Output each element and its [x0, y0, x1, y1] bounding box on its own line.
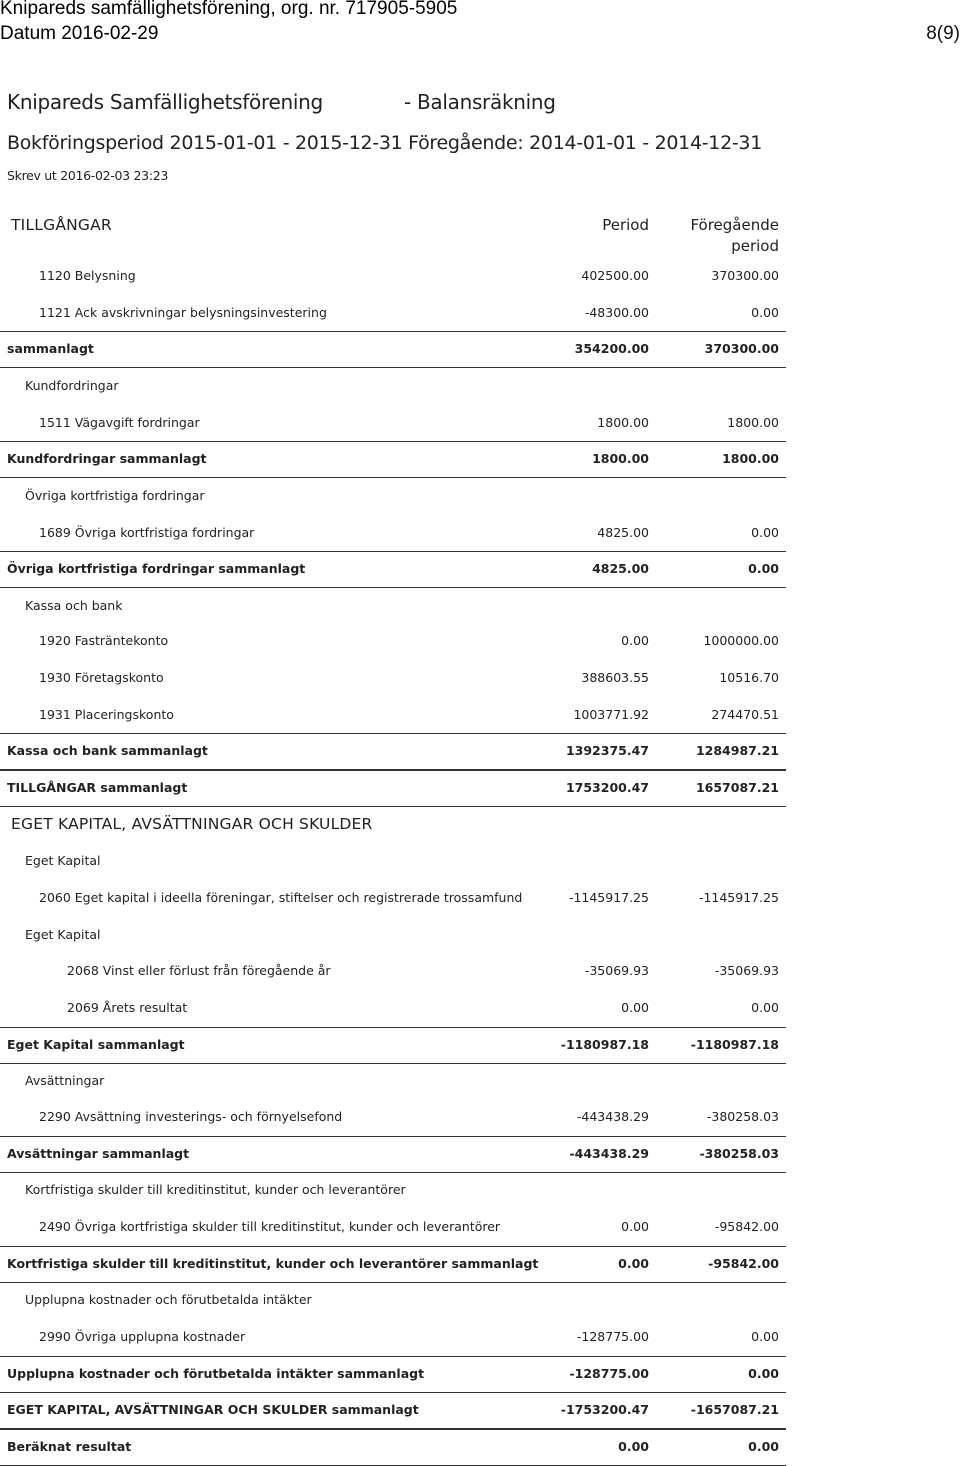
subtotal-row [0, 1400, 786, 1422]
previous-period-value: 0.00 [751, 525, 779, 540]
period-value: -128775.00 [569, 1366, 649, 1381]
previous-period-value: 0.00 [751, 1329, 779, 1344]
previous-period-value: 274470.51 [711, 707, 779, 722]
subtotal-rule-top [0, 331, 786, 332]
subtotal-rule-bottom [0, 587, 786, 588]
row-label: Eget Kapital sammanlagt [7, 1037, 185, 1052]
group-header-row [0, 1180, 786, 1202]
row-label: 2290 Avsättning investerings- och förnyelsefond [39, 1109, 343, 1124]
subtotal-row [0, 449, 786, 471]
column-header-previous-line1: Föregående [690, 216, 779, 234]
period-value: 1003771.92 [573, 707, 649, 722]
subtotal-rule-top [0, 770, 786, 771]
account-row [0, 998, 786, 1020]
subtotal-row [0, 1254, 786, 1276]
row-label: 2490 Övriga kortfristiga skulder till kreditinstitut, kunder och leverantörer [39, 1219, 501, 1234]
period-value: 354200.00 [574, 341, 649, 356]
period-value: 4825.00 [592, 561, 649, 576]
account-row [0, 413, 786, 435]
subtotal-row [0, 559, 786, 581]
row-label: Beräknat resultat [7, 1439, 132, 1454]
period-value: -443438.29 [576, 1109, 649, 1124]
column-header-period: Period [602, 216, 649, 234]
subtotal-row [0, 741, 786, 763]
page-number: 8(9) [926, 23, 960, 44]
subtotal-rule-top [0, 1136, 786, 1137]
period-value: -1180987.18 [560, 1037, 649, 1052]
period-value: 4825.00 [597, 525, 649, 540]
account-row [0, 888, 786, 910]
period-value: 0.00 [621, 633, 649, 648]
period-value: -443438.29 [569, 1146, 649, 1161]
report-type: - Balansräkning [404, 90, 556, 114]
row-label: Avsättningar [25, 1073, 105, 1088]
subtotal-rule-bottom [0, 1172, 786, 1173]
report-org-name: Knipareds Samfällighetsförening [7, 90, 323, 114]
row-label: Kassa och bank [25, 598, 123, 613]
previous-period-value: -380258.03 [699, 1146, 779, 1161]
previous-period-value: 370300.00 [704, 341, 779, 356]
account-row [0, 303, 786, 325]
group-header-row [0, 851, 786, 873]
subtotal-rule-top [0, 1027, 786, 1028]
report-printed-date: Skrev ut 2016-02-03 23:23 [7, 168, 169, 183]
account-row [0, 961, 786, 983]
period-value: 0.00 [621, 1219, 649, 1234]
row-label: 1511 Vägavgift fordringar [39, 415, 200, 430]
row-label: 1121 Ack avskrivningar belysningsinvestering [39, 305, 327, 320]
period-value: -1753200.47 [560, 1402, 649, 1417]
row-label: TILLGÅNGAR sammanlagt [7, 780, 188, 795]
previous-period-value: 1800.00 [727, 415, 779, 430]
account-row [0, 1327, 786, 1349]
column-header-previous [690, 215, 779, 257]
subtotal-rule-bottom [0, 1063, 786, 1064]
row-label: 2069 Årets resultat [67, 1000, 188, 1015]
group-header-row [0, 1290, 786, 1312]
period-value: 0.00 [618, 1256, 649, 1271]
period-value: -35069.93 [584, 963, 649, 978]
period-value: 1800.00 [592, 451, 649, 466]
period-value: 402500.00 [581, 268, 649, 283]
subtotal-rule-bottom [0, 806, 786, 807]
document-header-date: Datum 2016-02-29 [0, 23, 159, 44]
column-header-previous-line2: period [731, 237, 779, 255]
previous-period-value: 0.00 [748, 1439, 779, 1454]
previous-period-value: 0.00 [751, 1000, 779, 1015]
subtotal-rule-bottom [0, 1282, 786, 1283]
subtotal-rule-top [0, 733, 786, 734]
previous-period-value: 0.00 [751, 305, 779, 320]
row-label: Övriga kortfristiga fordringar sammanlagt [7, 561, 306, 576]
row-label: Upplupna kostnader och förutbetalda intäkter [25, 1292, 312, 1307]
previous-period-value: 1657087.21 [695, 780, 779, 795]
previous-period-value: -380258.03 [706, 1109, 779, 1124]
previous-period-value: 0.00 [748, 561, 779, 576]
previous-period-value: 0.00 [748, 1366, 779, 1381]
row-label: Kassa och bank sammanlagt [7, 743, 208, 758]
section-title: EGET KAPITAL, AVSÄTTNINGAR OCH SKULDER [11, 815, 373, 833]
subtotal-row [0, 1144, 786, 1166]
period-value: -128775.00 [576, 1329, 649, 1344]
previous-period-value: 1284987.21 [695, 743, 779, 758]
period-value: 388603.55 [581, 670, 649, 685]
previous-period-value: -35069.93 [714, 963, 779, 978]
row-label: Eget Kapital [25, 853, 101, 868]
period-value: -1145917.25 [568, 890, 649, 905]
row-label: Kundfordringar [25, 378, 119, 393]
report-period: Bokföringsperiod 2015-01-01 - 2015-12-31 Föregående: 2014-01-01 - 2014-12-31 [7, 132, 763, 154]
row-label: 1930 Företagskonto [39, 670, 164, 685]
account-row [0, 1217, 786, 1239]
period-value: 1753200.47 [565, 780, 649, 795]
subtotal-rule-top [0, 1356, 786, 1357]
account-row [0, 1107, 786, 1129]
row-label: 1920 Fasträntekonto [39, 633, 169, 648]
subtotal-rule-top [0, 441, 786, 442]
section-title: TILLGÅNGAR [11, 216, 112, 234]
row-label: Eget Kapital [25, 927, 101, 942]
previous-period-value: 370300.00 [711, 268, 779, 283]
subtotal-rule-bottom [0, 367, 786, 368]
group-header-row [0, 376, 786, 398]
row-label: 1120 Belysning [39, 268, 136, 283]
period-value: 1392375.47 [565, 743, 649, 758]
previous-period-value: -1657087.21 [690, 1402, 779, 1417]
row-label: Avsättningar sammanlagt [7, 1146, 190, 1161]
row-label: Kortfristiga skulder till kreditinstitut, kunder och leverantörer sammanlagt [7, 1256, 539, 1271]
account-row [0, 523, 786, 545]
row-label: Kortfristiga skulder till kreditinstitut, kunder och leverantörer [25, 1182, 406, 1197]
group-header-row [0, 1071, 786, 1093]
row-label: Kundfordringar sammanlagt [7, 451, 207, 466]
account-row [0, 266, 786, 288]
subtotal-row [0, 1035, 786, 1057]
row-label: 2990 Övriga upplupna kostnader [39, 1329, 246, 1344]
document-header-org: Knipareds samfällighetsförening, org. nr. 717905-5905 [0, 0, 458, 19]
group-header-row [0, 596, 786, 618]
previous-period-value: 1000000.00 [703, 633, 779, 648]
row-label: sammanlagt [7, 341, 94, 356]
account-row [0, 705, 786, 727]
period-value: 0.00 [618, 1439, 649, 1454]
subtotal-row [0, 778, 786, 800]
previous-period-value: 10516.70 [719, 670, 779, 685]
row-label: 2060 Eget kapital i ideella föreningar, stiftelser och registrerade trossamfund [39, 890, 523, 905]
subtotal-row [0, 1364, 786, 1386]
subtotal-rule-top [0, 1246, 786, 1247]
row-label: EGET KAPITAL, AVSÄTTNINGAR OCH SKULDER sammanlagt [7, 1402, 419, 1417]
row-label: Övriga kortfristiga fordringar [25, 488, 205, 503]
row-label: 2068 Vinst eller förlust från föregående år [67, 963, 331, 978]
account-row [0, 631, 786, 653]
row-label: 1689 Övriga kortfristiga fordringar [39, 525, 255, 540]
previous-period-value: -1180987.18 [690, 1037, 779, 1052]
row-label: 1931 Placeringskonto [39, 707, 174, 722]
period-value: 0.00 [621, 1000, 649, 1015]
period-value: 1800.00 [597, 415, 649, 430]
subtotal-rule-top [0, 1429, 786, 1430]
group-header-row [0, 925, 786, 947]
previous-period-value: -95842.00 [708, 1256, 779, 1271]
account-row [0, 668, 786, 690]
subtotal-rule-bottom [0, 477, 786, 478]
subtotal-row [0, 1437, 786, 1459]
previous-period-value: -1145917.25 [698, 890, 779, 905]
subtotal-row [0, 339, 786, 361]
group-header-row [0, 486, 786, 508]
subtotal-rule-top [0, 1392, 786, 1393]
previous-period-value: 1800.00 [722, 451, 779, 466]
previous-period-value: -95842.00 [714, 1219, 779, 1234]
period-value: -48300.00 [584, 305, 649, 320]
subtotal-rule-top [0, 551, 786, 552]
row-label: Upplupna kostnader och förutbetalda intäkter sammanlagt [7, 1366, 425, 1381]
